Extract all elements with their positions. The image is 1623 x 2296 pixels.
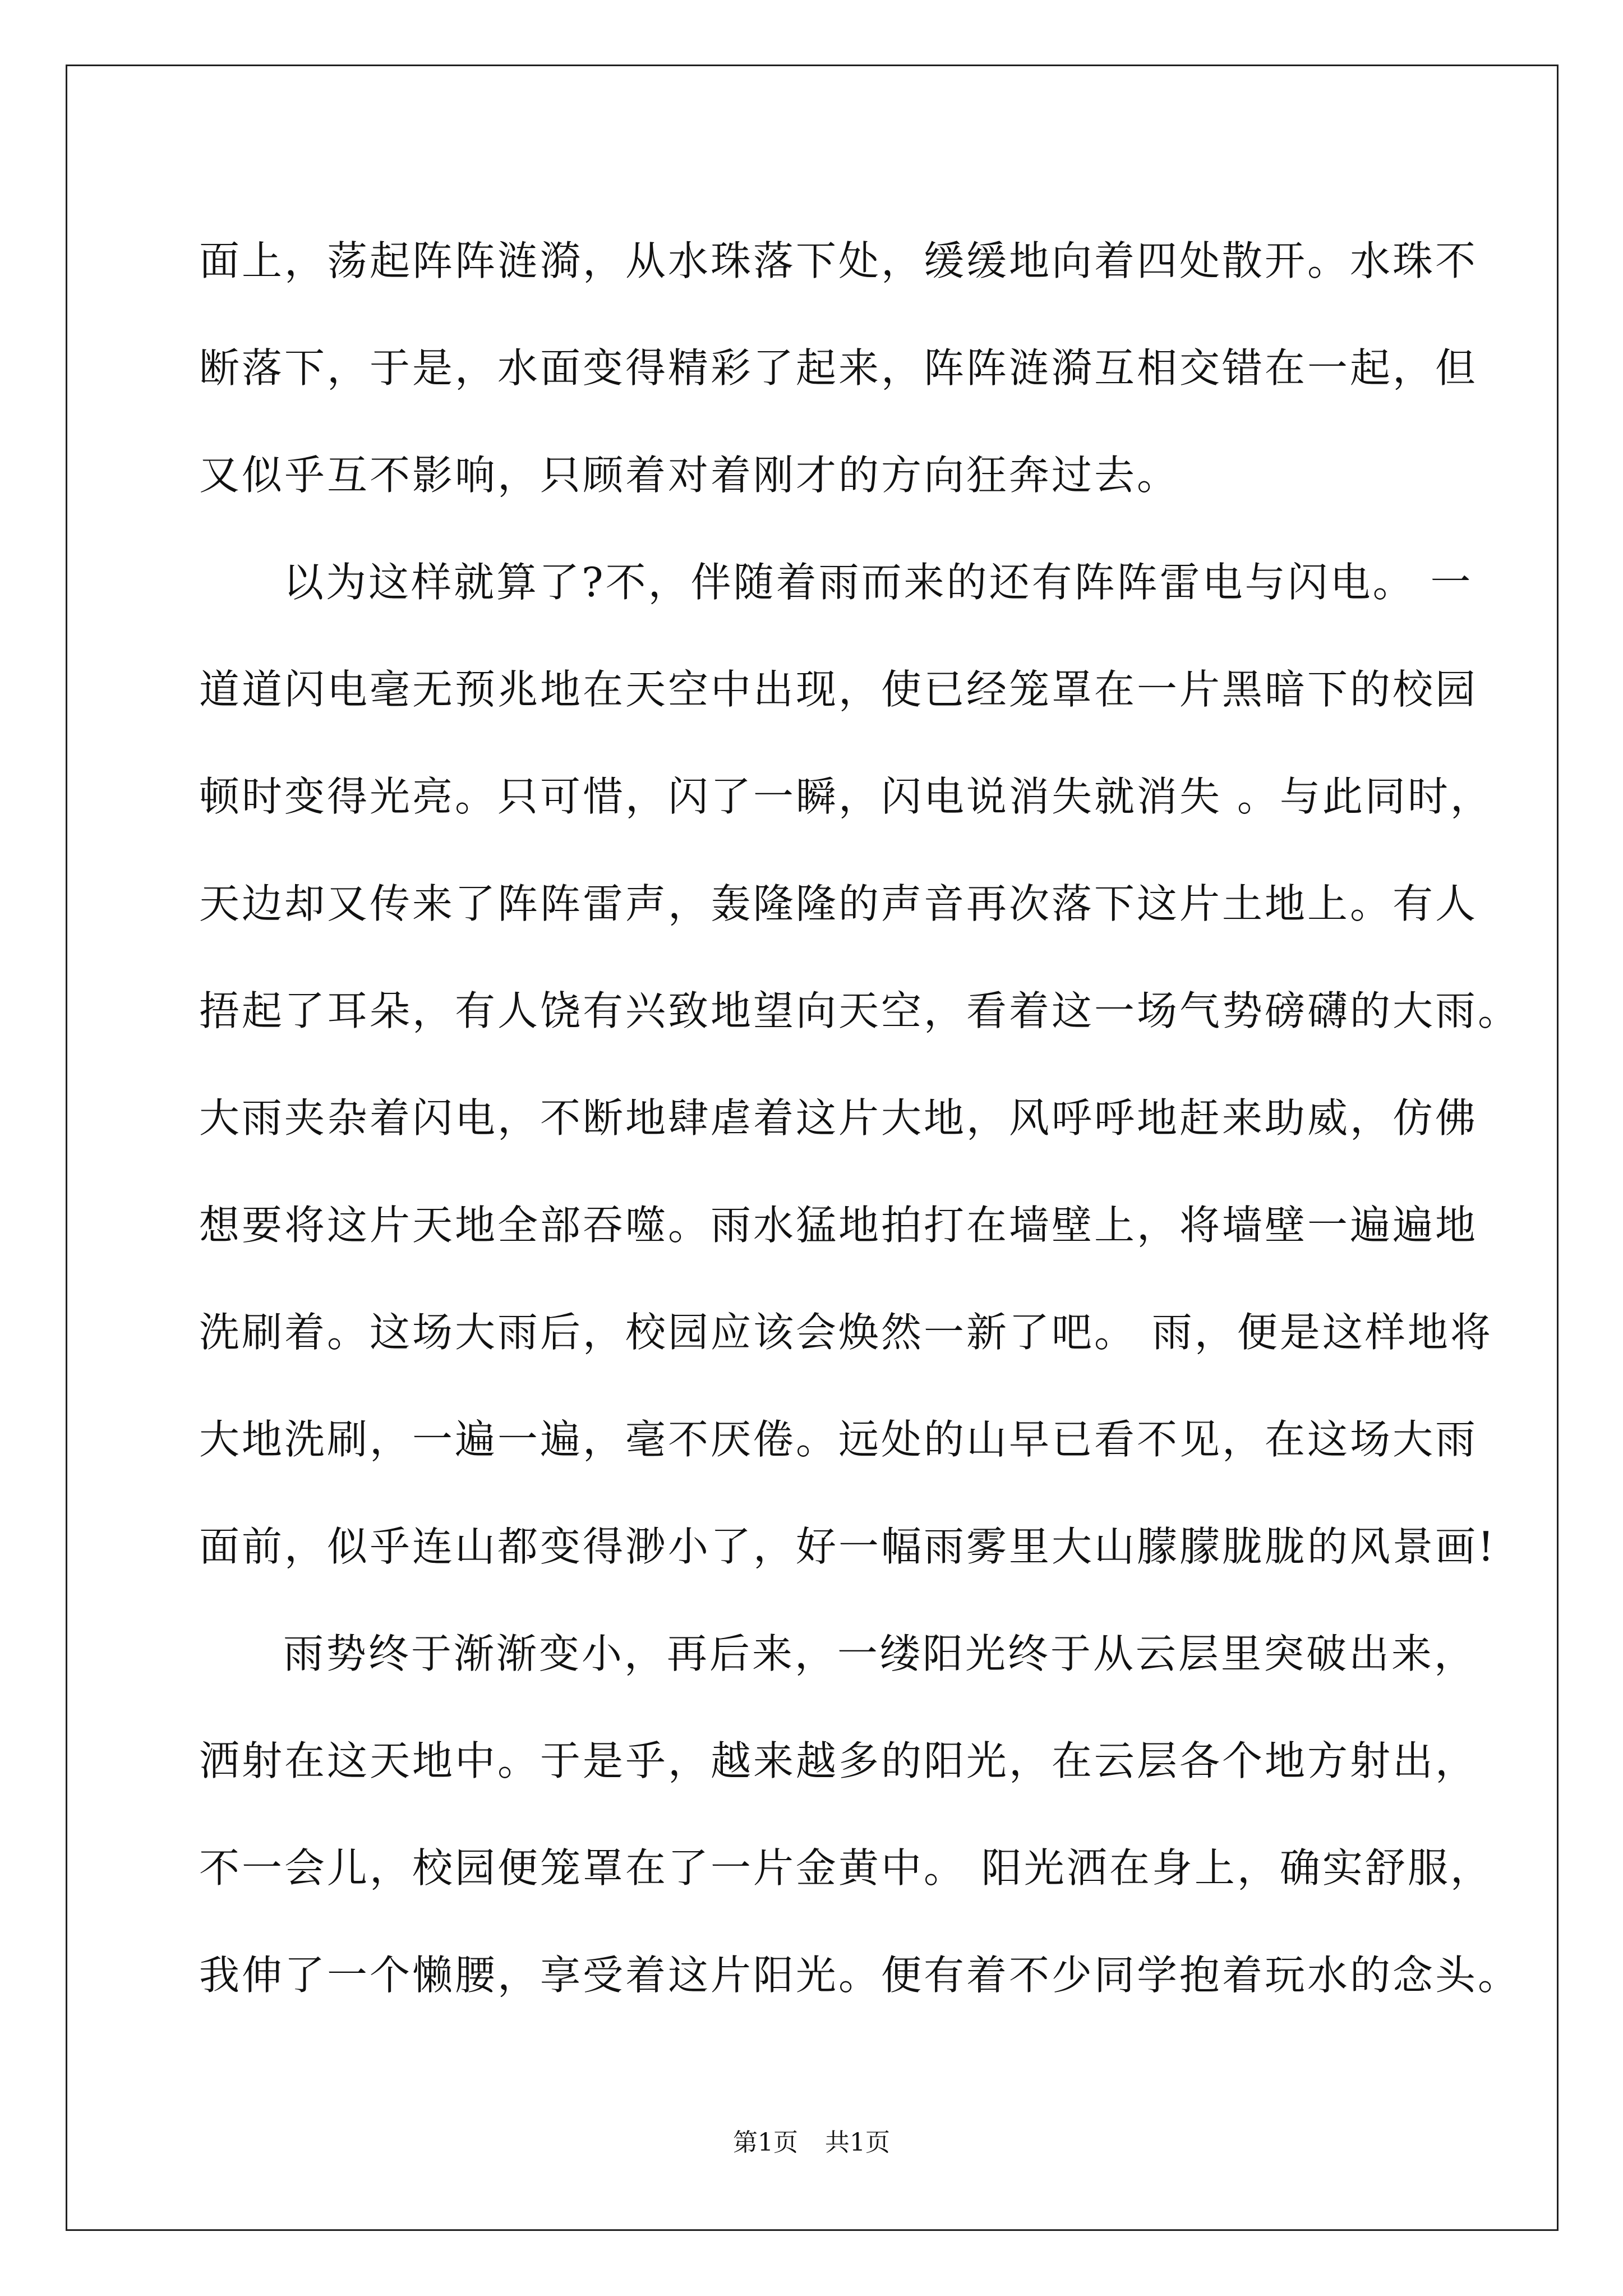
document-body: [199, 208, 1521, 2029]
text-line: 断落下，于是，水面变得精彩了起来，阵阵涟漪互相交错在一起，但: [199, 344, 1478, 392]
page-number: 第1页: [733, 2128, 798, 2157]
text-line: 雨势终于渐渐变小，再后来，一缕阳光终于从云层里突破出来，: [283, 1630, 1477, 1677]
text-line: 大地洗刷，一遍一遍，毫不厌倦。远处的山早已看不见，在这场大雨: [199, 1416, 1478, 1463]
text-line: 面前，似乎连山都变得渺小了，好一幅雨雾里大山朦朦胧胧的风景画!: [199, 1523, 1496, 1570]
text-line: 道道闪电毫无预兆地在天空中出现，使已经笼罩在一片黑暗下的校园: [199, 666, 1478, 713]
text-line: 面上，荡起阵阵涟漪，从水珠落下处，缓缓地向着四处散开。水珠不: [199, 237, 1478, 284]
text-line: 顿时变得光亮。只可惜，闪了一瞬，闪电说消失就消失 。与此同时，: [199, 773, 1493, 820]
text-line: 大雨夹杂着闪电，不断地肆虐着这片大地，风呼呼地赶来助威，仿佛: [199, 1094, 1478, 1142]
text-line: 洗刷着。这场大雨后，校园应该会焕然一新了吧。 雨，便是这样地将: [199, 1309, 1493, 1356]
text-line: 天边却又传来了阵阵雷声，轰隆隆的声音再次落下这片土地上。有人: [199, 880, 1478, 927]
text-line: 不一会儿，校园便笼罩在了一片金黄中。 阳光洒在身上，确实舒服，: [199, 1844, 1493, 1892]
text-line: 洒射在这天地中。于是乎，越来越多的阳光，在云层各个地方射出，: [199, 1737, 1478, 1784]
page-footer: [0, 2126, 1623, 2160]
text-line: 以为这样就算了?不，伴随着雨而来的还有阵阵雷电与闪电。 一: [283, 559, 1473, 606]
page-total: 共1页: [825, 2128, 890, 2157]
text-line: 又似乎互不影响，只顾着对着刚才的方向狂奔过去。: [199, 452, 1180, 499]
text-line: 我伸了一个懒腰，享受着这片阳光。便有着不少同学抱着玩水的念头。: [199, 1952, 1521, 1999]
text-line: 想要将这片天地全部吞噬。雨水猛地拍打在墙壁上，将墙壁一遍遍地: [199, 1202, 1478, 1249]
text-line: 捂起了耳朵，有人饶有兴致地望向天空，看着这一场气势磅礴的大雨。: [199, 987, 1521, 1034]
